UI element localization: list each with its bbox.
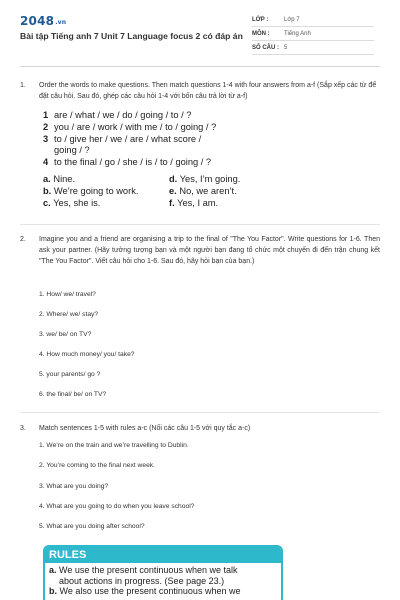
meta-key: LỚP : [252, 17, 269, 23]
meta-row-subject [252, 28, 374, 41]
sentence-item [43, 157, 216, 169]
answer-letter: f. [169, 198, 175, 208]
rule-b [49, 586, 277, 597]
sentence-list [43, 110, 216, 169]
answer-letter: d. [169, 174, 178, 184]
rules-title: RULES [45, 547, 281, 563]
meta-value: 5 [284, 45, 288, 51]
answer-text: Yes, she is. [53, 198, 101, 208]
rule-letter: a. [49, 565, 57, 575]
answer-option [43, 174, 75, 186]
sentence-text: to the final / go / she / is / to / going / ? [54, 157, 212, 168]
rule-text: We use the present continuous when we talk [59, 565, 238, 575]
answer-option [43, 186, 138, 198]
rule-letter: b. [49, 586, 57, 596]
meta-key: MÔN : [252, 31, 270, 37]
rules-box [43, 545, 283, 600]
question-number: 2. [20, 236, 26, 243]
logo-suffix: .vn [55, 19, 67, 26]
answer-text: Nine. [53, 174, 76, 184]
answer-letter: b. [43, 186, 52, 196]
answer-option [43, 198, 100, 210]
answer-option [169, 174, 240, 186]
answer-option [169, 186, 237, 198]
rule-text: We also use the present continuous when we [59, 586, 241, 596]
logo-text: 2048 [20, 14, 55, 28]
answer-text: We’re going to work. [53, 186, 139, 196]
sentence-item [43, 110, 216, 122]
exercise-item: 4. How much money/ you/ take? [39, 351, 135, 358]
answer-letter: e. [169, 186, 177, 196]
question-number: 1. [20, 82, 26, 89]
exercise-item: 5. your parents/ go ? [39, 371, 101, 378]
meta-value: Lớp 7 [284, 17, 300, 23]
page-header [0, 0, 400, 62]
sentence-number: 4 [43, 157, 49, 168]
exercise-item: 6. the final/ be/ on TV? [39, 391, 107, 398]
sentence-text: to / give her / we / are / what score / [54, 133, 202, 144]
exercise-item: 5. What are you doing after school? [39, 523, 145, 530]
exercise-item: 2. Where/ we/ stay? [39, 311, 99, 318]
meta-value: Tiếng Anh [284, 31, 311, 37]
answer-text: No, we aren’t. [179, 186, 237, 196]
exercise-item: 3. What are you doing? [39, 483, 109, 490]
section-divider [20, 224, 380, 225]
question-instruction: Match sentences 1-5 with rules a-c (Nối các câu 1-5 với quy tắc a-c) [39, 425, 251, 432]
question-3 [20, 423, 380, 434]
meta-row-count [252, 42, 374, 55]
question-number: 3. [20, 425, 26, 432]
section-divider [20, 412, 380, 413]
rule-text-cont: about actions in progress. (See page 23.) [59, 575, 225, 586]
question-instruction: Imagine you and a friend are organising a trip to the final of "The You Factor". Write questions for 1-6. Then ask your partner. (Hãy tưởng tượng bạn và một người bạn đang tổ chức một chuyến đi đến trận chung kết "The You Factor". Viết câu hỏi cho 1-6. Sau đó, hãy hỏi bạn của bạn.) [39, 236, 380, 265]
exercise-item: 4. What are you going to do when you leave school? [39, 503, 195, 510]
exercise-item: 2. You’re coming to the final next week. [39, 462, 155, 469]
sentence-text: are / what / we / do / going / to / ? [54, 110, 192, 120]
sentence-text-cont: going / ? [54, 145, 90, 156]
question-1 [20, 80, 380, 102]
exercise-item: 1. How/ we/ travel? [39, 291, 96, 298]
answer-options [43, 174, 303, 210]
sentence-item [43, 134, 216, 158]
question-2 [20, 234, 380, 267]
header-divider [20, 66, 380, 67]
answer-text: Yes, I’m going. [179, 174, 241, 184]
question-instruction: Order the words to make questions. Then match questions 1-4 with four answers from a-f (Sắp xếp các từ để đặt câu hỏi. Sau đó, ghép các câu hỏi 1-4 với bốn câu trả lời từ a-f) [39, 82, 377, 100]
meta-key: SỐ CÂU : [252, 45, 279, 51]
sentence-number: 1 [43, 110, 49, 120]
answer-option [169, 198, 218, 210]
exercise-item: 1. We’re on the train and we’re travelling to Dublin. [39, 442, 189, 449]
answer-letter: c. [43, 198, 51, 208]
meta-row-class [252, 14, 374, 27]
sentence-text: you / are / work / with me / to / going / ? [54, 121, 217, 132]
answer-text: Yes, I am. [177, 198, 219, 208]
rules-body [45, 563, 281, 597]
sentence-item [43, 122, 216, 134]
rule-a [49, 565, 277, 586]
answer-letter: a. [43, 174, 51, 184]
page-title: Bài tập Tiếng anh 7 Unit 7 Language focus 2 có đáp án [20, 31, 243, 41]
sentence-number: 3 [43, 133, 49, 144]
site-logo[interactable] [20, 14, 66, 28]
exercise-item: 3. we/ be/ on TV? [39, 331, 92, 338]
sentence-number: 2 [43, 121, 49, 132]
